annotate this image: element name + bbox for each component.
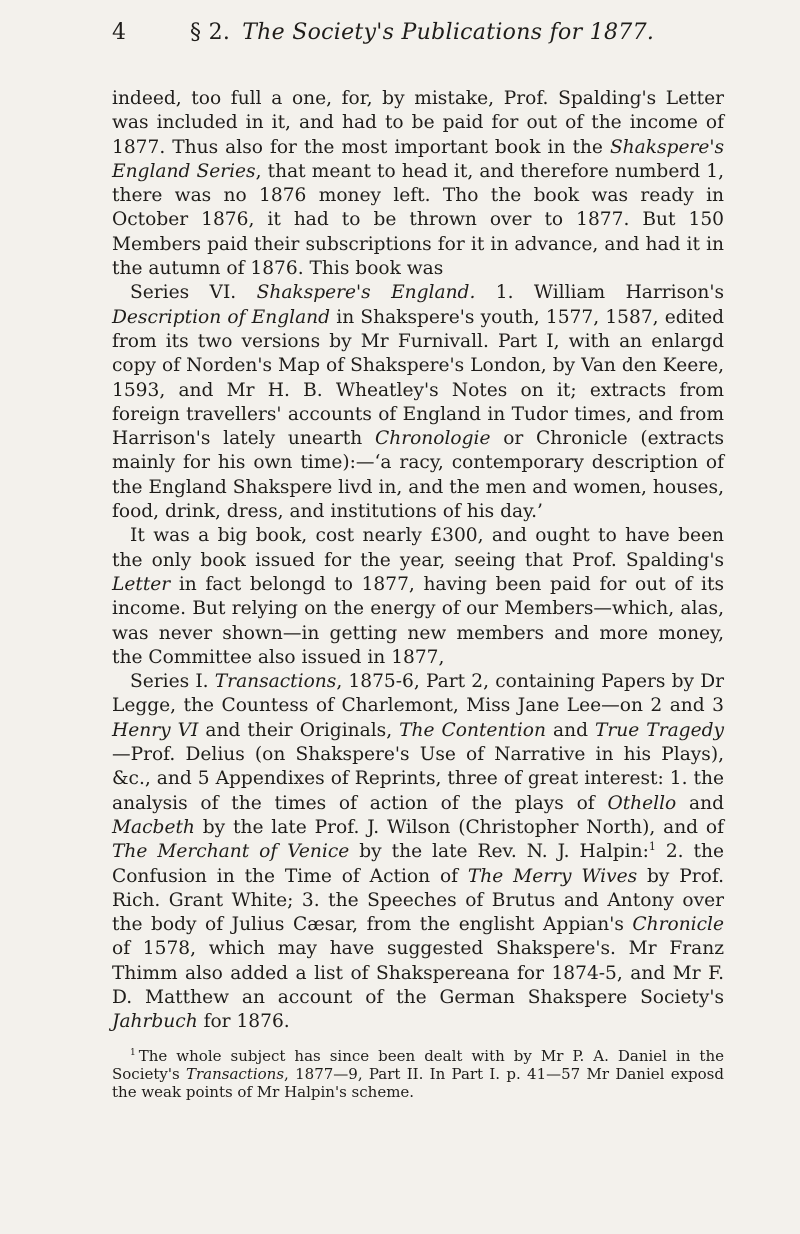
text-run: and [545, 719, 595, 741]
italic-text: Transactions [214, 671, 337, 693]
text-run: Series VI. [130, 282, 257, 304]
text-run: , 1875-6, Part 2, containing Papers by Dr Legge, the Countess of Charlemont, Miss Jane Lee—on 2 and 3 [112, 671, 724, 717]
running-head [112, 20, 724, 45]
italic-text: Jahrbuch [112, 1011, 198, 1033]
text-run: or Chronicle (extracts mainly for his own time):—‘a racy, contemporary description of the England Shakspere livd in, and the men and women, houses, food, drink, dress, and institutions of his day.’ [112, 428, 724, 523]
page-number: 4 [112, 20, 127, 45]
paragraph-p3 [112, 524, 724, 670]
text-run: and their Originals, [198, 719, 400, 741]
text-run: in Shakspere's youth, 1577, 1587, edited from its two versions by Mr Furnivall. Part I, with an enlargd copy of Norden's Map of Shakspere's London, by Van den Keere, 1593, and Mr H. B. Wheatley's Notes on it; extracts from foreign travellers' accounts of England in Tudor times, and from Harrison's lately unearth [112, 306, 724, 450]
footnote [112, 1047, 724, 1101]
italic-text: The Merry Wives [467, 865, 638, 887]
italic-text: Shakspere's England Series [112, 136, 724, 182]
text-run: of 1578, which may have suggested Shakspere's. Mr Franz Thimm also added a list of Shakspereana for 1874-5, and Mr F. D. Matthew an account of the German Shakspere Society's [112, 938, 724, 1008]
paragraph-p4 [112, 670, 724, 1034]
footnote-reference: 1 [648, 840, 656, 854]
italic-text: Henry VI [112, 719, 199, 741]
text-run: by the late Rev. N. J. Halpin: [349, 841, 649, 863]
text-run: 2. the Confusion in the Time of Action of [112, 841, 724, 887]
paragraph-p2 [112, 281, 724, 524]
italic-text: Chronologie [375, 428, 491, 450]
text-run: , 1877—9, Part II. In Part I. p. 41—57 Mr Daniel exposd the weak points of Mr Halpin's scheme. [112, 1064, 724, 1101]
italic-text: Macbeth [112, 816, 195, 838]
italic-text: The Merchant of Venice [112, 841, 350, 863]
text-run: and [676, 792, 725, 814]
text-run: in fact belongd to 1877, having been paid for out of its income. But relying on the energy of our Members—which, alas, was never shown—in getting new members and more money, the Committee also issued in 1877, [112, 573, 724, 668]
running-title: The Society's Publications for 1877. [242, 20, 655, 45]
text-run: by the late Prof. J. Wilson (Christopher North), and of [194, 816, 724, 838]
paragraph-p1 [112, 87, 724, 281]
italic-text: Transactions [186, 1064, 285, 1083]
text-run: for 1876. [197, 1011, 290, 1033]
text-run: , that meant to head it, and therefore numberd 1, there was no 1876 money left. Tho the book was ready in October 1876, it had to be thrown over to 1877. But 150 Members paid their subscriptions for it in advance, and had it in the autumn of 1876. This book was [112, 160, 724, 280]
italic-text: The Contention [399, 719, 546, 741]
italic-text: Othello [607, 792, 677, 814]
text-run: The whole subject has since been dealt with by Mr P. A. Daniel in the Society's [112, 1046, 724, 1083]
text-run: 1. William Harrison's [475, 282, 724, 304]
italic-text: True Tragedy [595, 719, 724, 741]
text-run: It was a big book, cost nearly £300, and ought to have been the only book issued for the year, seeing that Prof. Spalding's [112, 525, 724, 571]
text-run: by Prof. Rich. Grant White; 3. the Speeches of Brutus and Antony over the body of Julius Cæsar, from the englisht Appian's [112, 865, 724, 936]
body-text [112, 87, 724, 1035]
section-mark: § 2. [190, 20, 231, 45]
text-run: —Prof. Delius (on Shakspere's Use of Narrative in his Plays), &c., and 5 Appendixes of Reprints, three of great interest: 1. the analysis of the times of action of the plays of [112, 744, 724, 814]
text-run: Series I. [130, 671, 215, 693]
italic-text: Letter [112, 573, 171, 595]
italic-text: Shakspere's England. [256, 282, 476, 304]
footnote-mark: 1 [130, 1047, 136, 1058]
italic-text: Chronicle [632, 914, 724, 936]
italic-text: Description of England [112, 306, 331, 328]
text-run: indeed, too full a one, for, by mistake, Prof. Spalding's Letter was included in it, and had to be paid for out of the income of 1877. Thus also for the most important book in the [112, 88, 724, 158]
